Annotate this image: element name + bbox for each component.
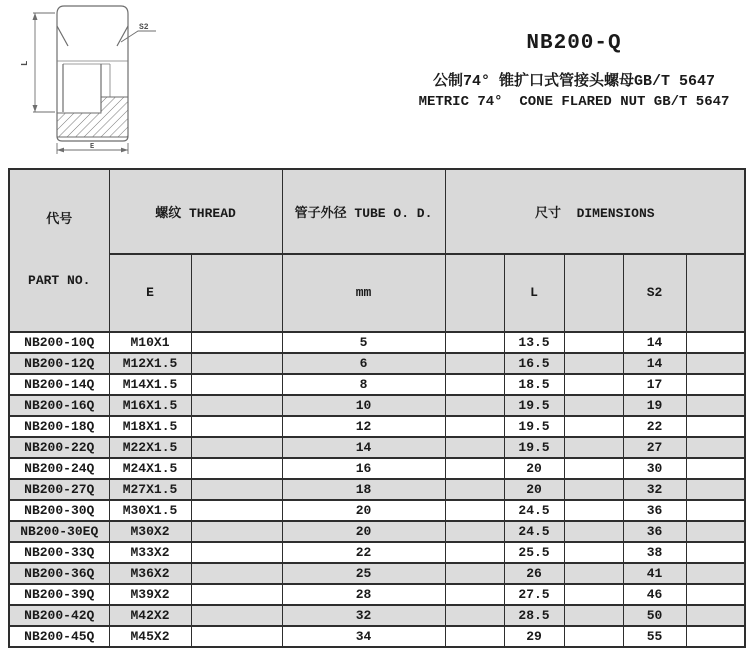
page-title: NB200-Q (526, 32, 622, 55)
cell-mm: 14 (282, 437, 445, 458)
table-row (9, 584, 745, 605)
cell-spacer1 (191, 332, 282, 353)
cell-spacer1 (191, 542, 282, 563)
cell-part-no: NB200-42Q (9, 605, 109, 626)
cell-part-no: NB200-30Q (9, 500, 109, 521)
header-part-no-en: PART NO. (28, 272, 91, 288)
cell-spacer4 (686, 563, 745, 584)
cell-spacer3 (564, 521, 623, 542)
cell-spacer4 (686, 416, 745, 437)
cell-spacer3 (564, 353, 623, 374)
table-row (9, 374, 745, 395)
cell-l: 25.5 (504, 542, 564, 563)
cell-s2: 14 (623, 353, 686, 374)
cell-e: M10X1 (109, 332, 191, 353)
cell-e: M16X1.5 (109, 395, 191, 416)
cell-s2: 14 (623, 332, 686, 353)
subheader-blank-1 (191, 254, 282, 332)
table-row (9, 332, 745, 353)
cell-spacer3 (564, 584, 623, 605)
cell-e: M14X1.5 (109, 374, 191, 395)
table-row (9, 605, 745, 626)
cell-e: M27X1.5 (109, 479, 191, 500)
cell-mm: 6 (282, 353, 445, 374)
cell-mm: 5 (282, 332, 445, 353)
chamfer-right (117, 26, 128, 46)
cell-e: M22X1.5 (109, 437, 191, 458)
cell-e: M45X2 (109, 626, 191, 647)
cell-spacer1 (191, 374, 282, 395)
spec-table (8, 168, 746, 648)
subheader-e: E (109, 254, 191, 332)
cell-s2: 36 (623, 500, 686, 521)
cell-e: M30X1.5 (109, 500, 191, 521)
cell-l: 29 (504, 626, 564, 647)
header-thread: 螺纹 THREAD (109, 169, 282, 254)
subheader-blank-4 (686, 254, 745, 332)
cell-e: M30X2 (109, 521, 191, 542)
cell-spacer4 (686, 458, 745, 479)
cell-spacer1 (191, 395, 282, 416)
cell-s2: 55 (623, 626, 686, 647)
spec-table-body (9, 332, 745, 647)
cell-part-no: NB200-45Q (9, 626, 109, 647)
cell-l: 19.5 (504, 395, 564, 416)
cell-spacer4 (686, 542, 745, 563)
subheader-s2: S2 (623, 254, 686, 332)
cell-e: M39X2 (109, 584, 191, 605)
dim-l-arrow-bottom (33, 105, 38, 112)
cell-l: 24.5 (504, 521, 564, 542)
cell-spacer2 (445, 605, 504, 626)
cell-spacer2 (445, 584, 504, 605)
cell-spacer2 (445, 416, 504, 437)
cell-l: 28.5 (504, 605, 564, 626)
cell-spacer2 (445, 395, 504, 416)
cell-spacer3 (564, 458, 623, 479)
cell-s2: 19 (623, 395, 686, 416)
cell-spacer3 (564, 500, 623, 521)
cell-spacer3 (564, 332, 623, 353)
dim-l-label: L (20, 60, 30, 66)
dim-e-arrow-left (57, 148, 64, 153)
cell-e: M42X2 (109, 605, 191, 626)
chamfer-left (57, 26, 68, 46)
subtitle-english: METRIC 74° CONE FLARED NUT GB/T 5647 (418, 94, 730, 110)
cell-mm: 28 (282, 584, 445, 605)
cell-spacer3 (564, 626, 623, 647)
cell-part-no: NB200-30EQ (9, 521, 109, 542)
cell-spacer1 (191, 521, 282, 542)
header-dimensions: 尺寸 DIMENSIONS (445, 169, 745, 254)
cell-spacer1 (191, 458, 282, 479)
header-part-no (9, 169, 109, 332)
cell-part-no: NB200-39Q (9, 584, 109, 605)
subheader-blank-2 (445, 254, 504, 332)
leader-s2-line (121, 31, 156, 42)
cell-l: 26 (504, 563, 564, 584)
cell-spacer3 (564, 395, 623, 416)
cell-spacer2 (445, 437, 504, 458)
cell-spacer1 (191, 437, 282, 458)
cell-spacer4 (686, 500, 745, 521)
cell-spacer4 (686, 395, 745, 416)
table-row (9, 479, 745, 500)
cell-spacer2 (445, 458, 504, 479)
cell-spacer4 (686, 626, 745, 647)
cell-l: 19.5 (504, 416, 564, 437)
cell-s2: 22 (623, 416, 686, 437)
cell-mm: 25 (282, 563, 445, 584)
cell-part-no: NB200-14Q (9, 374, 109, 395)
cell-s2: 46 (623, 584, 686, 605)
cell-spacer2 (445, 353, 504, 374)
cell-spacer4 (686, 437, 745, 458)
cell-mm: 34 (282, 626, 445, 647)
cell-spacer1 (191, 563, 282, 584)
cell-spacer4 (686, 605, 745, 626)
cell-l: 20 (504, 458, 564, 479)
cell-spacer3 (564, 605, 623, 626)
cell-part-no: NB200-24Q (9, 458, 109, 479)
cell-l: 20 (504, 479, 564, 500)
table-row (9, 521, 745, 542)
cell-e: M18X1.5 (109, 416, 191, 437)
subtitle-chinese: 公制74° 锥扩口式管接头螺母GB/T 5647 (432, 73, 716, 90)
cell-l: 16.5 (504, 353, 564, 374)
cell-spacer3 (564, 479, 623, 500)
cell-part-no: NB200-18Q (9, 416, 109, 437)
cell-spacer1 (191, 416, 282, 437)
cell-part-no: NB200-36Q (9, 563, 109, 584)
cell-s2: 38 (623, 542, 686, 563)
cell-spacer1 (191, 584, 282, 605)
title-block (400, 32, 748, 110)
cell-mm: 10 (282, 395, 445, 416)
cell-mm: 16 (282, 458, 445, 479)
table-row (9, 542, 745, 563)
cell-part-no: NB200-16Q (9, 395, 109, 416)
cell-spacer2 (445, 521, 504, 542)
cell-spacer2 (445, 626, 504, 647)
cell-spacer1 (191, 500, 282, 521)
table-row (9, 395, 745, 416)
dim-e-arrow-right (121, 148, 128, 153)
cell-part-no: NB200-27Q (9, 479, 109, 500)
cell-s2: 41 (623, 563, 686, 584)
subheader-l: L (504, 254, 564, 332)
cell-spacer3 (564, 563, 623, 584)
header-tube-od: 管子外径 TUBE O. D. (282, 169, 445, 254)
cell-l: 13.5 (504, 332, 564, 353)
table-row (9, 500, 745, 521)
cell-spacer3 (564, 542, 623, 563)
cell-s2: 50 (623, 605, 686, 626)
cell-mm: 18 (282, 479, 445, 500)
table-row (9, 626, 745, 647)
cell-spacer4 (686, 584, 745, 605)
cell-mm: 8 (282, 374, 445, 395)
cell-spacer4 (686, 479, 745, 500)
cell-spacer3 (564, 416, 623, 437)
cell-spacer4 (686, 332, 745, 353)
cell-s2: 32 (623, 479, 686, 500)
cell-spacer2 (445, 542, 504, 563)
cell-spacer2 (445, 479, 504, 500)
subheader-blank-3 (564, 254, 623, 332)
cell-l: 18.5 (504, 374, 564, 395)
cell-s2: 27 (623, 437, 686, 458)
cell-part-no: NB200-33Q (9, 542, 109, 563)
cell-l: 27.5 (504, 584, 564, 605)
dim-l-arrow-top (33, 13, 38, 20)
cell-e: M36X2 (109, 563, 191, 584)
cell-e: M33X2 (109, 542, 191, 563)
cell-spacer2 (445, 374, 504, 395)
cell-spacer2 (445, 563, 504, 584)
table-row (9, 437, 745, 458)
leader-s2-label: S2 (139, 23, 149, 32)
cell-s2: 17 (623, 374, 686, 395)
subheader-mm: mm (282, 254, 445, 332)
cell-spacer4 (686, 374, 745, 395)
cell-l: 19.5 (504, 437, 564, 458)
cell-spacer2 (445, 500, 504, 521)
table-row (9, 458, 745, 479)
table-row (9, 563, 745, 584)
cell-mm: 32 (282, 605, 445, 626)
cell-e: M12X1.5 (109, 353, 191, 374)
table-row (9, 353, 745, 374)
cell-spacer2 (445, 332, 504, 353)
cell-mm: 20 (282, 500, 445, 521)
cell-part-no: NB200-12Q (9, 353, 109, 374)
nut-section-drawing (0, 0, 220, 162)
cell-spacer4 (686, 353, 745, 374)
cell-spacer1 (191, 479, 282, 500)
dim-e-label: E (90, 143, 95, 151)
section-hatch (57, 97, 128, 137)
cell-mm: 22 (282, 542, 445, 563)
cell-mm: 20 (282, 521, 445, 542)
cell-e: M24X1.5 (109, 458, 191, 479)
cell-spacer3 (564, 437, 623, 458)
cell-spacer4 (686, 521, 745, 542)
cell-s2: 30 (623, 458, 686, 479)
cell-part-no: NB200-10Q (9, 332, 109, 353)
cell-part-no: NB200-22Q (9, 437, 109, 458)
cell-s2: 36 (623, 521, 686, 542)
table-row (9, 416, 745, 437)
header-part-no-cn: 代号 (46, 212, 73, 228)
cell-spacer1 (191, 605, 282, 626)
cell-spacer3 (564, 374, 623, 395)
cell-mm: 12 (282, 416, 445, 437)
cell-spacer1 (191, 353, 282, 374)
cell-spacer1 (191, 626, 282, 647)
cell-l: 24.5 (504, 500, 564, 521)
